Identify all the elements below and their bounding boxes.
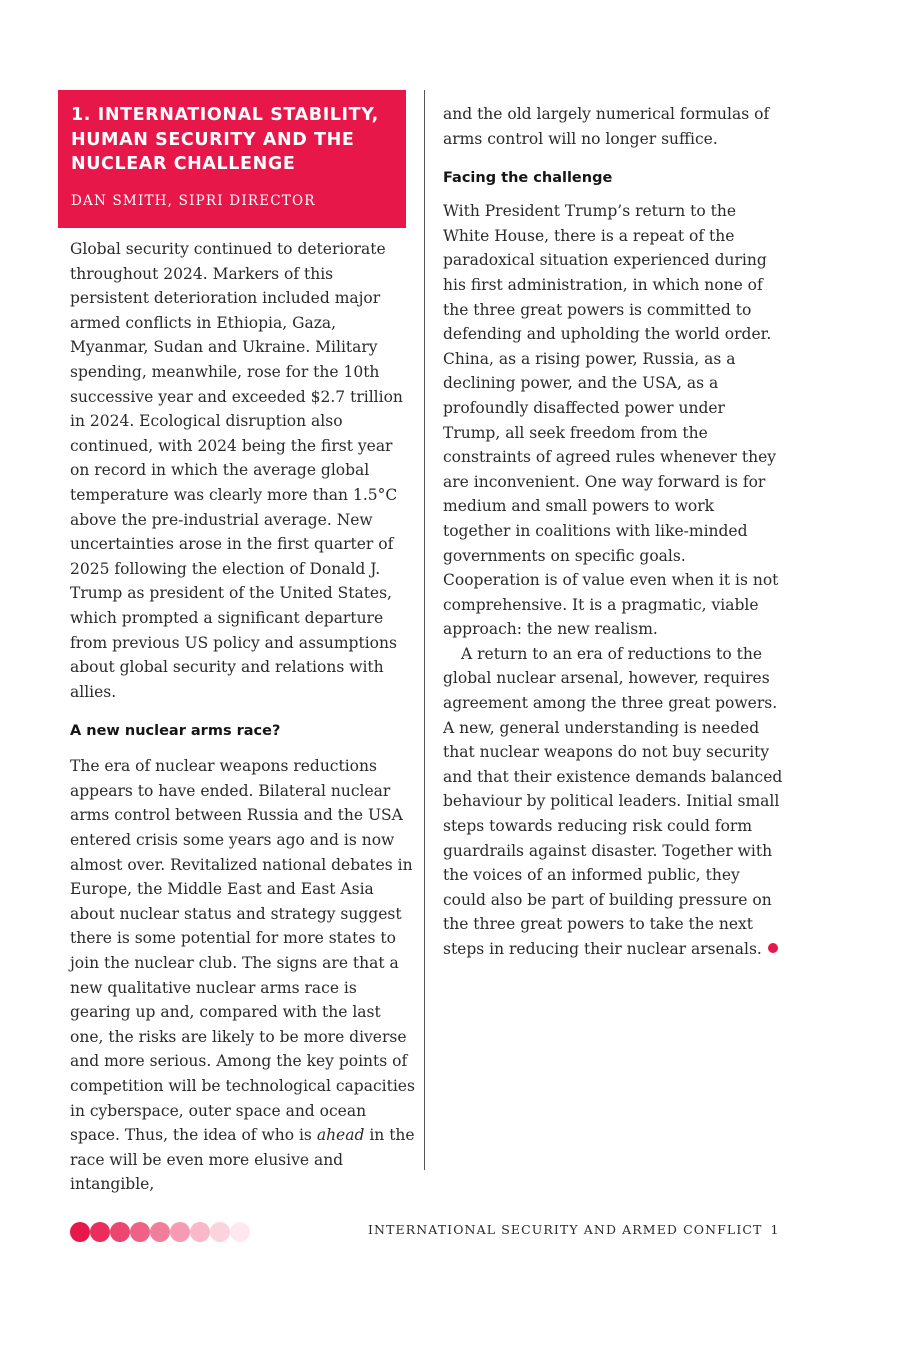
chapter-title [71,103,392,177]
paragraph-text: The era of nuclear weapons reductions appears to have ended. Bilateral nuclear arms control between Russia and the USA entered crisis some years ago and is now almost over. Revitalized national debates in Europe, the Middle East and East Asia about nuclear status and strategy suggest there is some potential for more states to join the nuclear club. The signs are that a new qualitative nuclear arms race is gearing up and, compared with the last one, the risks are likely to be more diverse and more serious. Among the key points of competition will be technological capacities in cyberspace, outer space and ocean space. Thus, the idea of who is [70,757,415,1145]
footer-dot-icon [70,1222,90,1242]
right-column [443,102,785,962]
intro-paragraph: Global security continued to deteriorate throughout 2024. Markers of this persistent deterioration included major armed conflicts in Ethiopia, Gaza, Myanmar, Sudan and Ukraine. Military spending, meanwhile, rose for the 10th successive year and exceeded $2.7 trillion in 2024. Ecological disruption also continued, with 2024 being the first year on record in which the average global temperature was clearly more than 1.5°C above the pre-industrial average. New uncertainties arose in the first quarter of 2025 following the election of Donald J. Trump as president of the United States, which prompted a significant departure from previous US policy and assumptions about global security and relations with allies. [70,240,403,701]
footer-dot-icon [230,1222,250,1242]
nuclear-arms-race-paragraph [70,754,416,1197]
chapter-title-line: 1. INTERNATIONAL STABILITY, [71,105,379,125]
chapter-title-line: NUCLEAR CHALLENGE [71,154,296,174]
footer [368,1222,780,1237]
section-heading-nuclear-arms-race: A new nuclear arms race? [70,723,281,740]
paragraph-text: in the race will be even more elusive and intangible, [70,1126,415,1194]
section-heading-facing-challenge: Facing the challenge [443,170,613,187]
footer-dot-icon [150,1222,170,1242]
footer-dot-icon [130,1222,150,1242]
page-number: 1 [770,1222,780,1237]
footer-dot-icon [190,1222,210,1242]
chapter-title-line: HUMAN SECURITY AND THE [71,129,355,150]
author-byline: DAN SMITH, SIPRI DIRECTOR [71,192,316,209]
end-mark-icon [768,943,778,953]
footer-dot-icon [110,1222,130,1242]
running-title: INTERNATIONAL SECURITY AND ARMED CONFLICT [368,1222,763,1237]
chapter-header [58,90,406,228]
footer-dot-icon [210,1222,230,1242]
left-column [70,237,416,1197]
footer-dot-icon [170,1222,190,1242]
column-divider [424,90,425,1170]
footer-dot-icon [90,1222,110,1242]
continued-paragraph: and the old largely numerical formulas of arms control will no longer suffice. [443,105,770,148]
facing-challenge-paragraph-2 [443,642,785,962]
emphasis-ahead: ahead [316,1126,365,1145]
facing-challenge-paragraph-1: With President Trump’s return to the White House, there is a repeat of the paradoxical situation experienced during his first administration, in which none of the three great powers is committed to defending and upholding the world order. China, as a rising power, Russia, as a declining power, and the USA, as a profoundly disaffected power under Trump, all seek freedom from the constraints of agreed rules whenever they are inconvenient. One way forward is for medium and small powers to work together in coalitions with like-minded governments on specific goals. Cooperation is of value even when it is not comprehensive. It is a pragmatic, viable approach: the new realism. [443,202,779,639]
paragraph-text: A return to an era of reductions to the global nuclear arsenal, however, requires agreement among the three great powers. A new, general understanding is needed that nuclear weapons do not buy security and that their existence demands balanced behaviour by political leaders. Initial small steps towards reducing risk could form guardrails against disaster. Together with the voices of an informed public, they could also be part of building pressure on the three great powers to take the next steps in reducing their nuclear arsenals. [443,644,783,958]
